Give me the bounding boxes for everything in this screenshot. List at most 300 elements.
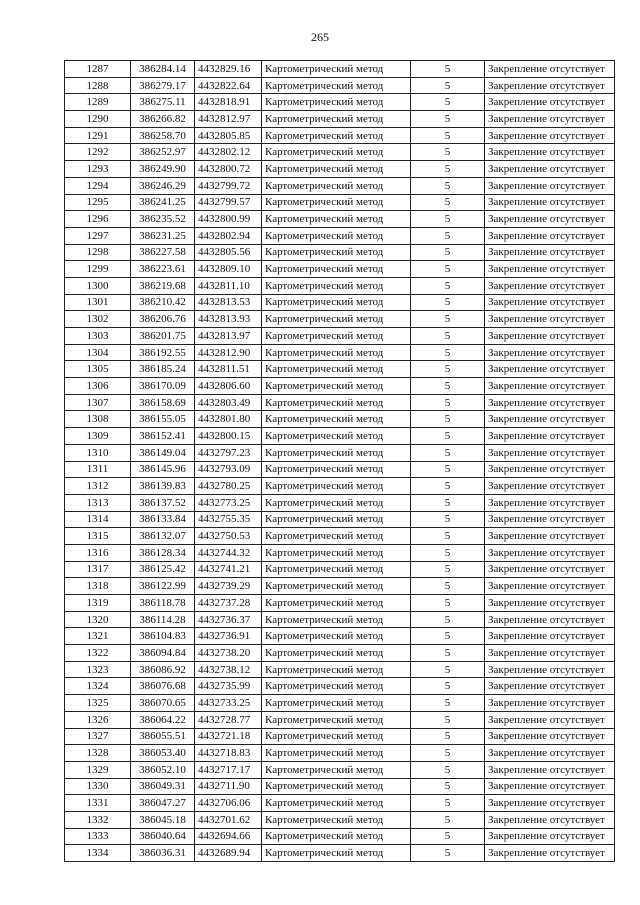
fixation-cell: Закрепление отсутствует <box>485 77 615 94</box>
point-number-cell: 1298 <box>65 244 131 261</box>
point-number-cell: 1316 <box>65 544 131 561</box>
y-coordinate-cell: 4432803.49 <box>195 394 262 411</box>
table-row <box>65 845 615 862</box>
fixation-cell: Закрепление отсутствует <box>485 544 615 561</box>
method-cell: Картометрический метод <box>262 227 411 244</box>
fixation-cell: Закрепление отсутствует <box>485 344 615 361</box>
method-cell: Картометрический метод <box>262 394 411 411</box>
x-coordinate-cell: 386114.28 <box>131 611 195 628</box>
method-cell: Картометрический метод <box>262 544 411 561</box>
error-cell: 5 <box>411 695 485 712</box>
x-coordinate-cell: 386170.09 <box>131 378 195 395</box>
y-coordinate-cell: 4432799.57 <box>195 194 262 211</box>
method-cell: Картометрический метод <box>262 94 411 111</box>
table-row <box>65 161 615 178</box>
x-coordinate-cell: 386132.07 <box>131 528 195 545</box>
fixation-cell: Закрепление отсутствует <box>485 528 615 545</box>
point-number-cell: 1318 <box>65 578 131 595</box>
error-cell: 5 <box>411 378 485 395</box>
point-number-cell: 1334 <box>65 845 131 862</box>
y-coordinate-cell: 4432822.64 <box>195 77 262 94</box>
fixation-cell: Закрепление отсутствует <box>485 411 615 428</box>
y-coordinate-cell: 4432800.99 <box>195 211 262 228</box>
y-coordinate-cell: 4432706.06 <box>195 795 262 812</box>
method-cell: Картометрический метод <box>262 344 411 361</box>
table-row <box>65 411 615 428</box>
y-coordinate-cell: 4432806.60 <box>195 378 262 395</box>
fixation-cell: Закрепление отсутствует <box>485 61 615 78</box>
y-coordinate-cell: 4432741.21 <box>195 561 262 578</box>
method-cell: Картометрический метод <box>262 328 411 345</box>
error-cell: 5 <box>411 77 485 94</box>
point-number-cell: 1301 <box>65 294 131 311</box>
error-cell: 5 <box>411 795 485 812</box>
table-row <box>65 544 615 561</box>
error-cell: 5 <box>411 628 485 645</box>
fixation-cell: Закрепление отсутствует <box>485 394 615 411</box>
x-coordinate-cell: 386128.34 <box>131 544 195 561</box>
error-cell: 5 <box>411 661 485 678</box>
x-coordinate-cell: 386227.58 <box>131 244 195 261</box>
point-number-cell: 1305 <box>65 361 131 378</box>
table-row <box>65 795 615 812</box>
y-coordinate-cell: 4432805.85 <box>195 127 262 144</box>
fixation-cell: Закрепление отсутствует <box>485 444 615 461</box>
coordinates-table <box>64 60 615 862</box>
fixation-cell: Закрепление отсутствует <box>485 227 615 244</box>
x-coordinate-cell: 386053.40 <box>131 745 195 762</box>
table-row <box>65 628 615 645</box>
x-coordinate-cell: 386139.83 <box>131 478 195 495</box>
method-cell: Картометрический метод <box>262 411 411 428</box>
error-cell: 5 <box>411 478 485 495</box>
y-coordinate-cell: 4432800.15 <box>195 428 262 445</box>
table-row <box>65 144 615 161</box>
point-number-cell: 1324 <box>65 678 131 695</box>
x-coordinate-cell: 386137.52 <box>131 494 195 511</box>
fixation-cell: Закрепление отсутствует <box>485 211 615 228</box>
x-coordinate-cell: 386076.68 <box>131 678 195 695</box>
y-coordinate-cell: 4432711.90 <box>195 778 262 795</box>
fixation-cell: Закрепление отсутствует <box>485 494 615 511</box>
y-coordinate-cell: 4432811.10 <box>195 277 262 294</box>
method-cell: Картометрический метод <box>262 795 411 812</box>
table-row <box>65 811 615 828</box>
point-number-cell: 1312 <box>65 478 131 495</box>
method-cell: Картометрический метод <box>262 161 411 178</box>
point-number-cell: 1330 <box>65 778 131 795</box>
x-coordinate-cell: 386266.82 <box>131 111 195 128</box>
table-row <box>65 444 615 461</box>
point-number-cell: 1321 <box>65 628 131 645</box>
table-row <box>65 261 615 278</box>
x-coordinate-cell: 386206.76 <box>131 311 195 328</box>
fixation-cell: Закрепление отсутствует <box>485 144 615 161</box>
x-coordinate-cell: 386223.61 <box>131 261 195 278</box>
y-coordinate-cell: 4432813.53 <box>195 294 262 311</box>
y-coordinate-cell: 4432818.91 <box>195 94 262 111</box>
point-number-cell: 1292 <box>65 144 131 161</box>
y-coordinate-cell: 4432800.72 <box>195 161 262 178</box>
error-cell: 5 <box>411 711 485 728</box>
x-coordinate-cell: 386252.97 <box>131 144 195 161</box>
table-row <box>65 311 615 328</box>
x-coordinate-cell: 386231.25 <box>131 227 195 244</box>
method-cell: Картометрический метод <box>262 578 411 595</box>
y-coordinate-cell: 4432738.12 <box>195 661 262 678</box>
method-cell: Картометрический метод <box>262 61 411 78</box>
y-coordinate-cell: 4432736.91 <box>195 628 262 645</box>
x-coordinate-cell: 386036.31 <box>131 845 195 862</box>
error-cell: 5 <box>411 111 485 128</box>
table-row <box>65 94 615 111</box>
x-coordinate-cell: 386055.51 <box>131 728 195 745</box>
error-cell: 5 <box>411 161 485 178</box>
point-number-cell: 1304 <box>65 344 131 361</box>
method-cell: Картометрический метод <box>262 494 411 511</box>
table-row <box>65 695 615 712</box>
point-number-cell: 1299 <box>65 261 131 278</box>
point-number-cell: 1306 <box>65 378 131 395</box>
method-cell: Картометрический метод <box>262 845 411 862</box>
x-coordinate-cell: 386052.10 <box>131 761 195 778</box>
y-coordinate-cell: 4432721.18 <box>195 728 262 745</box>
y-coordinate-cell: 4432750.53 <box>195 528 262 545</box>
x-coordinate-cell: 386047.27 <box>131 795 195 812</box>
y-coordinate-cell: 4432811.51 <box>195 361 262 378</box>
error-cell: 5 <box>411 645 485 662</box>
fixation-cell: Закрепление отсутствует <box>485 478 615 495</box>
method-cell: Картометрический метод <box>262 595 411 612</box>
y-coordinate-cell: 4432773.25 <box>195 494 262 511</box>
point-number-cell: 1319 <box>65 595 131 612</box>
y-coordinate-cell: 4432797.23 <box>195 444 262 461</box>
table-row <box>65 277 615 294</box>
fixation-cell: Закрепление отсутствует <box>485 678 615 695</box>
y-coordinate-cell: 4432735.99 <box>195 678 262 695</box>
method-cell: Картометрический метод <box>262 294 411 311</box>
point-number-cell: 1313 <box>65 494 131 511</box>
point-number-cell: 1308 <box>65 411 131 428</box>
table-row <box>65 361 615 378</box>
y-coordinate-cell: 4432802.94 <box>195 227 262 244</box>
error-cell: 5 <box>411 227 485 244</box>
fixation-cell: Закрепление отсутствует <box>485 561 615 578</box>
error-cell: 5 <box>411 578 485 595</box>
point-number-cell: 1302 <box>65 311 131 328</box>
point-number-cell: 1328 <box>65 745 131 762</box>
table-row <box>65 478 615 495</box>
point-number-cell: 1323 <box>65 661 131 678</box>
table-row <box>65 645 615 662</box>
error-cell: 5 <box>411 277 485 294</box>
method-cell: Картометрический метод <box>262 177 411 194</box>
x-coordinate-cell: 386145.96 <box>131 461 195 478</box>
fixation-cell: Закрепление отсутствует <box>485 94 615 111</box>
point-number-cell: 1314 <box>65 511 131 528</box>
y-coordinate-cell: 4432718.83 <box>195 745 262 762</box>
method-cell: Картометрический метод <box>262 461 411 478</box>
x-coordinate-cell: 386045.18 <box>131 811 195 828</box>
point-number-cell: 1291 <box>65 127 131 144</box>
fixation-cell: Закрепление отсутствует <box>485 177 615 194</box>
y-coordinate-cell: 4432813.97 <box>195 328 262 345</box>
y-coordinate-cell: 4432701.62 <box>195 811 262 828</box>
x-coordinate-cell: 386201.75 <box>131 328 195 345</box>
fixation-cell: Закрепление отсутствует <box>485 378 615 395</box>
method-cell: Картометрический метод <box>262 645 411 662</box>
y-coordinate-cell: 4432737.28 <box>195 595 262 612</box>
fixation-cell: Закрепление отсутствует <box>485 578 615 595</box>
table-row <box>65 561 615 578</box>
y-coordinate-cell: 4432801.80 <box>195 411 262 428</box>
table-row <box>65 611 615 628</box>
error-cell: 5 <box>411 428 485 445</box>
error-cell: 5 <box>411 411 485 428</box>
method-cell: Картометрический метод <box>262 428 411 445</box>
error-cell: 5 <box>411 544 485 561</box>
x-coordinate-cell: 386094.84 <box>131 645 195 662</box>
error-cell: 5 <box>411 177 485 194</box>
method-cell: Картометрический метод <box>262 528 411 545</box>
table-row <box>65 661 615 678</box>
fixation-cell: Закрепление отсутствует <box>485 628 615 645</box>
error-cell: 5 <box>411 328 485 345</box>
method-cell: Картометрический метод <box>262 244 411 261</box>
fixation-cell: Закрепление отсутствует <box>485 728 615 745</box>
fixation-cell: Закрепление отсутствует <box>485 745 615 762</box>
fixation-cell: Закрепление отсутствует <box>485 328 615 345</box>
x-coordinate-cell: 386152.41 <box>131 428 195 445</box>
fixation-cell: Закрепление отсутствует <box>485 161 615 178</box>
y-coordinate-cell: 4432812.97 <box>195 111 262 128</box>
y-coordinate-cell: 4432805.56 <box>195 244 262 261</box>
point-number-cell: 1325 <box>65 695 131 712</box>
table-row <box>65 511 615 528</box>
point-number-cell: 1293 <box>65 161 131 178</box>
method-cell: Картометрический метод <box>262 745 411 762</box>
fixation-cell: Закрепление отсутствует <box>485 761 615 778</box>
x-coordinate-cell: 386133.84 <box>131 511 195 528</box>
y-coordinate-cell: 4432738.20 <box>195 645 262 662</box>
y-coordinate-cell: 4432733.25 <box>195 695 262 712</box>
x-coordinate-cell: 386049.31 <box>131 778 195 795</box>
point-number-cell: 1307 <box>65 394 131 411</box>
method-cell: Картометрический метод <box>262 111 411 128</box>
table-row <box>65 711 615 728</box>
x-coordinate-cell: 386279.17 <box>131 77 195 94</box>
x-coordinate-cell: 386192.55 <box>131 344 195 361</box>
point-number-cell: 1309 <box>65 428 131 445</box>
point-number-cell: 1322 <box>65 645 131 662</box>
point-number-cell: 1332 <box>65 811 131 828</box>
y-coordinate-cell: 4432793.09 <box>195 461 262 478</box>
method-cell: Картометрический метод <box>262 261 411 278</box>
method-cell: Картометрический метод <box>262 661 411 678</box>
error-cell: 5 <box>411 211 485 228</box>
fixation-cell: Закрепление отсутствует <box>485 611 615 628</box>
fixation-cell: Закрепление отсутствует <box>485 428 615 445</box>
error-cell: 5 <box>411 127 485 144</box>
x-coordinate-cell: 386241.25 <box>131 194 195 211</box>
y-coordinate-cell: 4432728.77 <box>195 711 262 728</box>
method-cell: Картометрический метод <box>262 561 411 578</box>
x-coordinate-cell: 386246.29 <box>131 177 195 194</box>
point-number-cell: 1303 <box>65 328 131 345</box>
y-coordinate-cell: 4432744.32 <box>195 544 262 561</box>
error-cell: 5 <box>411 745 485 762</box>
method-cell: Картометрический метод <box>262 811 411 828</box>
error-cell: 5 <box>411 61 485 78</box>
fixation-cell: Закрепление отсутствует <box>485 661 615 678</box>
method-cell: Картометрический метод <box>262 511 411 528</box>
method-cell: Картометрический метод <box>262 211 411 228</box>
y-coordinate-cell: 4432694.66 <box>195 828 262 845</box>
y-coordinate-cell: 4432755.35 <box>195 511 262 528</box>
x-coordinate-cell: 386070.65 <box>131 695 195 712</box>
method-cell: Картометрический метод <box>262 761 411 778</box>
error-cell: 5 <box>411 94 485 111</box>
error-cell: 5 <box>411 444 485 461</box>
error-cell: 5 <box>411 611 485 628</box>
error-cell: 5 <box>411 728 485 745</box>
x-coordinate-cell: 386210.42 <box>131 294 195 311</box>
point-number-cell: 1327 <box>65 728 131 745</box>
point-number-cell: 1311 <box>65 461 131 478</box>
y-coordinate-cell: 4432717.17 <box>195 761 262 778</box>
fixation-cell: Закрепление отсутствует <box>485 277 615 294</box>
table-row <box>65 194 615 211</box>
method-cell: Картометрический метод <box>262 194 411 211</box>
x-coordinate-cell: 386040.64 <box>131 828 195 845</box>
method-cell: Картометрический метод <box>262 77 411 94</box>
y-coordinate-cell: 4432799.72 <box>195 177 262 194</box>
table-row <box>65 177 615 194</box>
fixation-cell: Закрепление отсутствует <box>485 244 615 261</box>
method-cell: Картометрический метод <box>262 778 411 795</box>
x-coordinate-cell: 386158.69 <box>131 394 195 411</box>
x-coordinate-cell: 386155.05 <box>131 411 195 428</box>
table-row <box>65 328 615 345</box>
x-coordinate-cell: 386235.52 <box>131 211 195 228</box>
table-row <box>65 378 615 395</box>
fixation-cell: Закрепление отсутствует <box>485 711 615 728</box>
fixation-cell: Закрепление отсутствует <box>485 778 615 795</box>
x-coordinate-cell: 386104.83 <box>131 628 195 645</box>
fixation-cell: Закрепление отсутствует <box>485 294 615 311</box>
fixation-cell: Закрепление отсутствует <box>485 127 615 144</box>
error-cell: 5 <box>411 294 485 311</box>
table-row <box>65 494 615 511</box>
error-cell: 5 <box>411 595 485 612</box>
method-cell: Картометрический метод <box>262 611 411 628</box>
table-row <box>65 761 615 778</box>
error-cell: 5 <box>411 511 485 528</box>
x-coordinate-cell: 386149.04 <box>131 444 195 461</box>
error-cell: 5 <box>411 811 485 828</box>
table-row <box>65 344 615 361</box>
x-coordinate-cell: 386249.90 <box>131 161 195 178</box>
y-coordinate-cell: 4432739.29 <box>195 578 262 595</box>
table-row <box>65 244 615 261</box>
method-cell: Картометрический метод <box>262 678 411 695</box>
y-coordinate-cell: 4432689.94 <box>195 845 262 862</box>
table-row <box>65 428 615 445</box>
method-cell: Картометрический метод <box>262 628 411 645</box>
table-row <box>65 111 615 128</box>
error-cell: 5 <box>411 678 485 695</box>
y-coordinate-cell: 4432813.93 <box>195 311 262 328</box>
error-cell: 5 <box>411 244 485 261</box>
method-cell: Картометрический метод <box>262 277 411 294</box>
x-coordinate-cell: 386284.14 <box>131 61 195 78</box>
error-cell: 5 <box>411 561 485 578</box>
fixation-cell: Закрепление отсутствует <box>485 811 615 828</box>
y-coordinate-cell: 4432780.25 <box>195 478 262 495</box>
y-coordinate-cell: 4432812.90 <box>195 344 262 361</box>
point-number-cell: 1288 <box>65 77 131 94</box>
table-row <box>65 294 615 311</box>
table-row <box>65 595 615 612</box>
table-row <box>65 227 615 244</box>
point-number-cell: 1300 <box>65 277 131 294</box>
x-coordinate-cell: 386185.24 <box>131 361 195 378</box>
table-row <box>65 61 615 78</box>
error-cell: 5 <box>411 261 485 278</box>
error-cell: 5 <box>411 361 485 378</box>
point-number-cell: 1315 <box>65 528 131 545</box>
x-coordinate-cell: 386122.99 <box>131 578 195 595</box>
y-coordinate-cell: 4432829.16 <box>195 61 262 78</box>
y-coordinate-cell: 4432802.12 <box>195 144 262 161</box>
error-cell: 5 <box>411 778 485 795</box>
fixation-cell: Закрепление отсутствует <box>485 511 615 528</box>
x-coordinate-cell: 386219.68 <box>131 277 195 294</box>
fixation-cell: Закрепление отсутствует <box>485 695 615 712</box>
point-number-cell: 1317 <box>65 561 131 578</box>
point-number-cell: 1287 <box>65 61 131 78</box>
method-cell: Картометрический метод <box>262 711 411 728</box>
point-number-cell: 1297 <box>65 227 131 244</box>
page-number: 265 <box>311 30 329 44</box>
table-row <box>65 394 615 411</box>
method-cell: Картометрический метод <box>262 695 411 712</box>
fixation-cell: Закрепление отсутствует <box>485 828 615 845</box>
method-cell: Картометрический метод <box>262 127 411 144</box>
point-number-cell: 1333 <box>65 828 131 845</box>
coordinates-table-body <box>65 61 615 862</box>
x-coordinate-cell: 386086.92 <box>131 661 195 678</box>
fixation-cell: Закрепление отсутствует <box>485 645 615 662</box>
error-cell: 5 <box>411 845 485 862</box>
x-coordinate-cell: 386125.42 <box>131 561 195 578</box>
error-cell: 5 <box>411 761 485 778</box>
fixation-cell: Закрепление отсутствует <box>485 194 615 211</box>
y-coordinate-cell: 4432809.10 <box>195 261 262 278</box>
point-number-cell: 1326 <box>65 711 131 728</box>
method-cell: Картометрический метод <box>262 311 411 328</box>
y-coordinate-cell: 4432736.37 <box>195 611 262 628</box>
table-row <box>65 578 615 595</box>
error-cell: 5 <box>411 144 485 161</box>
error-cell: 5 <box>411 344 485 361</box>
error-cell: 5 <box>411 461 485 478</box>
method-cell: Картометрический метод <box>262 828 411 845</box>
method-cell: Картометрический метод <box>262 378 411 395</box>
fixation-cell: Закрепление отсутствует <box>485 845 615 862</box>
point-number-cell: 1331 <box>65 795 131 812</box>
table-row <box>65 127 615 144</box>
